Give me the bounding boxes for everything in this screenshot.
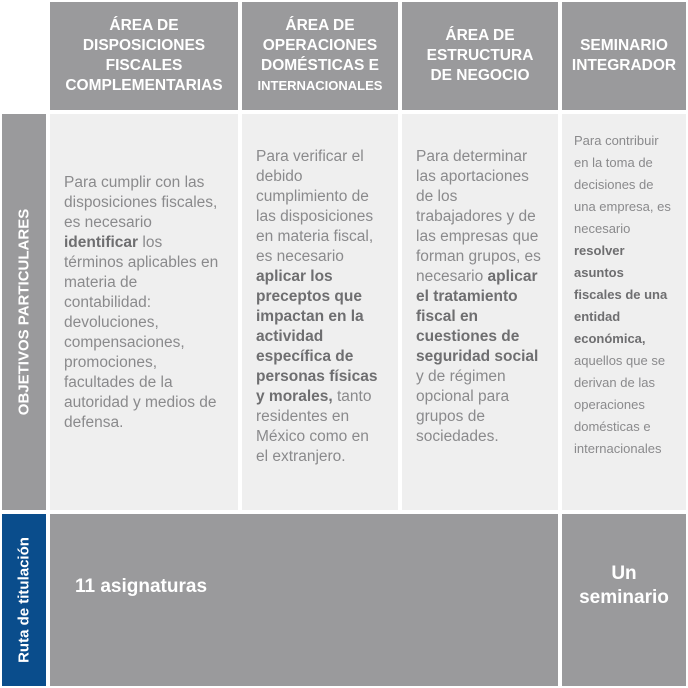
header-disposiciones-fiscales [50, 2, 238, 110]
header-line: ÁREA DE [285, 17, 355, 34]
objetivo-estructura [402, 114, 558, 510]
header-line: INTEGRADOR [571, 57, 677, 74]
header-line: ÁREA DE [445, 27, 515, 44]
objetivo-bold: resolver asuntos fiscales de una entidad económica, [574, 243, 668, 346]
objetivo-text: los términos aplicables en materia de contabilidad: devoluciones, compensaciones, promociones, facultades de la autoridad y medios de defensa. [64, 234, 219, 431]
objetivo-bold: aplicar el tratamiento fiscal en cuestiones de seguridad social [416, 268, 539, 365]
objetivo-seminario [562, 114, 686, 510]
row-label-ruta [2, 514, 46, 686]
header-line: ESTRUCTURA [426, 47, 534, 64]
row-label-objetivos [2, 114, 46, 510]
header-line: FISCALES [105, 57, 183, 74]
header-line: COMPLEMENTARIAS [65, 77, 223, 94]
header-line: DISPOSICIONES [82, 37, 206, 54]
objetivo-text: aquellos que se derivan de las operaciones domésticas e internacionales [574, 353, 666, 456]
objetivo-text: Para contribuir en la toma de decisiones de una empresa, es necesario [574, 133, 671, 236]
seminario-text-line: seminario [579, 587, 669, 608]
objetivo-text: tanto residentes en México como en el extranjero. [256, 388, 372, 465]
header-line: SEMINARIO [580, 37, 668, 54]
header-line: ÁREA DE [109, 17, 179, 34]
header-line: DOMÉSTICAS E [261, 57, 379, 74]
objetivo-text: y de régimen opcional para grupos de sociedades. [416, 368, 510, 445]
row-label-objetivos-text: OBJETIVOS PARTICULARES [15, 208, 33, 416]
header-seminario [562, 2, 686, 110]
objetivo-text: Para determinar las aportaciones de los trabajadores y de las empresas que forman grupos, es necesario [416, 148, 541, 285]
seminario-text-line: Un [611, 563, 637, 584]
header-estructura-negocio [402, 2, 558, 110]
objetivo-text: Para cumplir con las disposiciones fiscales, es necesario [64, 174, 218, 231]
header-operaciones [242, 2, 398, 110]
header-line: DE NEGOCIO [430, 67, 530, 84]
objetivo-operaciones [242, 114, 398, 510]
objetivo-bold: aplicar los preceptos que impactan en la actividad específica de personas físicas y morales, [256, 268, 378, 405]
asignaturas-text: 11 asignaturas [75, 576, 208, 597]
row-label-ruta-text: Ruta de titulación [15, 537, 33, 663]
header-line: OPERACIONES [262, 37, 378, 54]
objetivo-bold: identificar [64, 234, 139, 251]
objetivo-text: Para verificar el debido cumplimiento de las disposiciones en materia fiscal, es necesario [256, 148, 374, 265]
objetivo-disposiciones [50, 114, 238, 510]
header-line: INTERNACIONALES [257, 78, 383, 93]
ruta-seminario [562, 514, 686, 686]
ruta-asignaturas [50, 514, 558, 686]
